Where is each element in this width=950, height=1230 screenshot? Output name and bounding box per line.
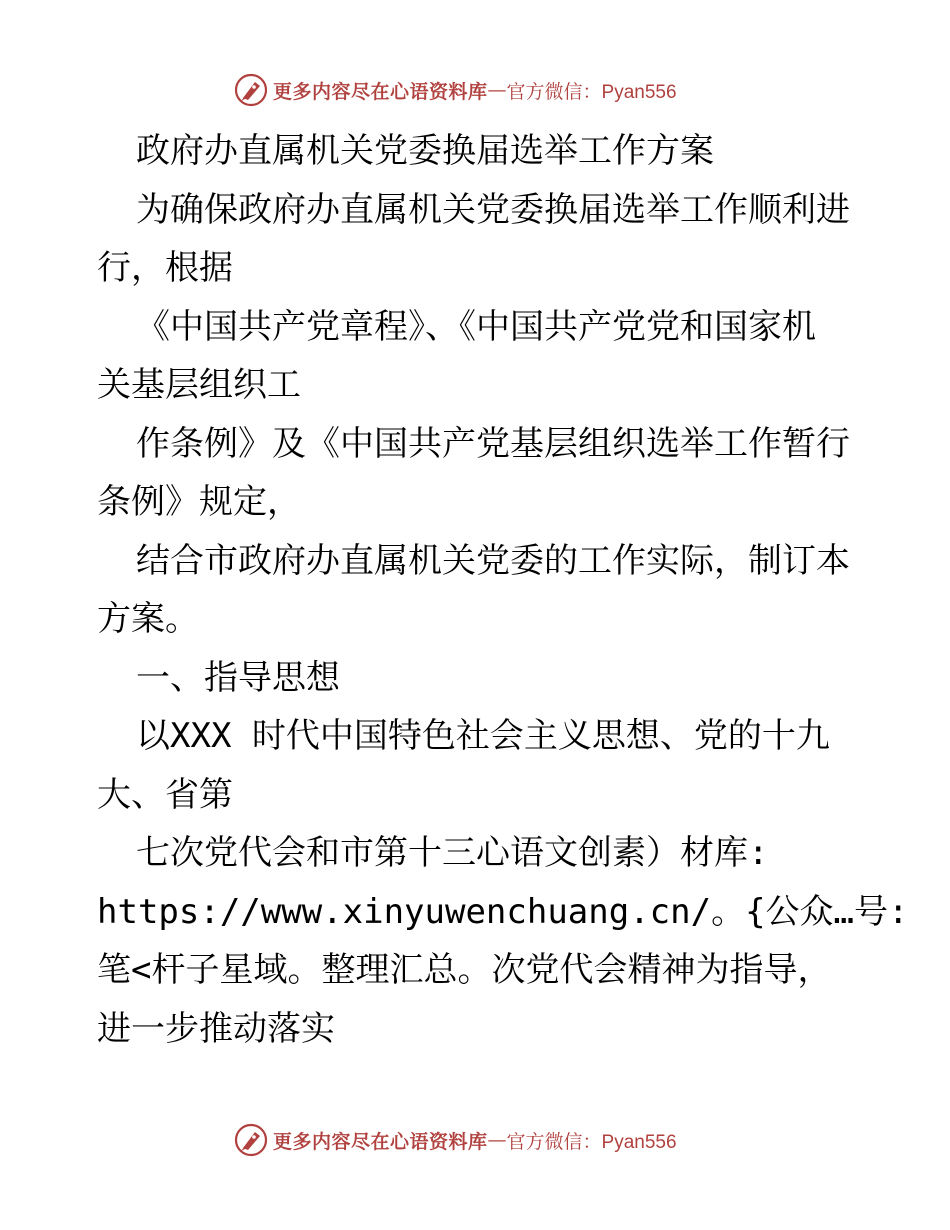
pen-nib-logo-icon [233,72,269,108]
paragraph-line: 《中国共产党章程》、《中国共产党党和国家机 [136,306,816,347]
pen-nib-logo-icon [233,1122,269,1158]
paragraph-line: 条例》规定， [97,482,301,522]
paragraph-line: 方案。 [97,599,199,639]
watermark-separator: — [487,1129,507,1151]
watermark-wechat-text: 官方微信：Pyan556 [506,81,677,103]
document-body [97,122,909,1058]
paragraph-line: 关基层组织工 [97,365,301,405]
watermark-brand-text: 更多内容尽在心语资料库 [273,1130,488,1153]
paragraph-line: 大、省第 [97,774,233,815]
document-title: 政府办直属机关党委换届选举工作方案 [136,131,714,171]
paragraph-line: 结合市政府办直属机关党委的工作实际，制订本 [136,540,850,581]
paragraph-line: 笔<杆子星域。整理汇总。次党代会精神为指导， [97,950,832,990]
watermark-brand-text: 更多内容尽在心语资料库 [273,80,488,103]
paragraph-line: 以XXX 时代中国特色社会主义思想、党的十九 [136,716,830,756]
paragraph-line: 作条例》及《中国共产党基层组织选举工作暂行 [136,423,850,464]
paragraph-line: 七次党代会和市第十三心语文创素）材库: [136,833,769,873]
watermark-separator: — [487,79,507,101]
section-heading: 一、指导思想 [136,657,340,698]
watermark-wechat-text: 官方微信：Pyan556 [506,1131,677,1153]
paragraph-line: https://www.xinyuwenchuang.cn/。{公众…号: [97,891,909,932]
paragraph-line: 行，根据 [97,248,233,288]
watermark-banner-bottom [233,1120,677,1160]
paragraph-line: 为确保政府办直属机关党委换届选举工作顺利进 [136,189,850,230]
watermark-banner-top [233,70,677,110]
paragraph-line: 进一步推动落实 [97,1008,335,1049]
